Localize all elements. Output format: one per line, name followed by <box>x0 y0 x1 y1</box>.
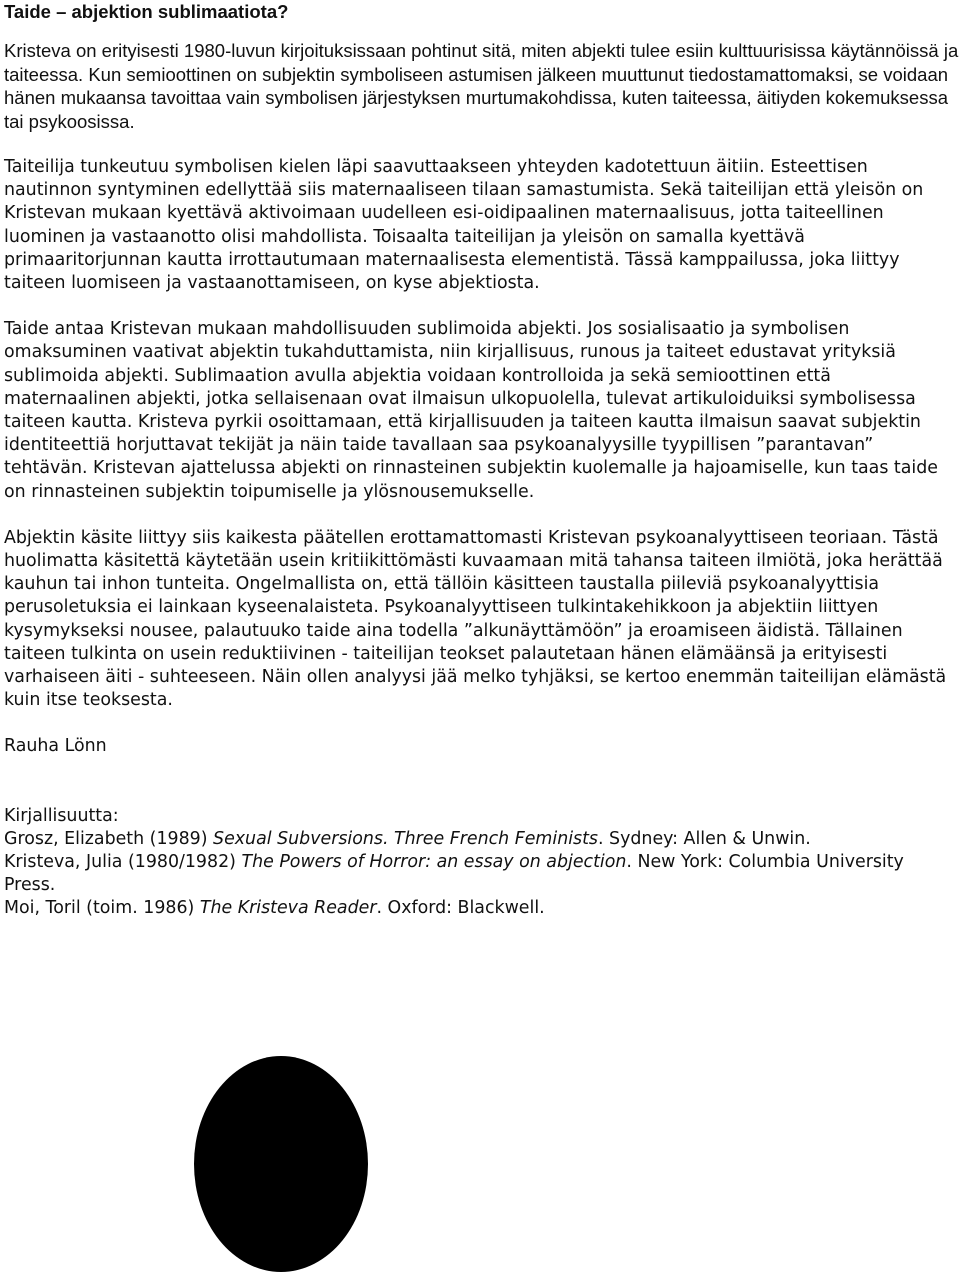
spacer <box>4 712 960 735</box>
reference-item <box>4 851 960 897</box>
reference-item <box>4 828 960 851</box>
body-paragraph-3: Abjektin käsite liittyy siis kaikesta päätellen erottamattomasti Kristevan psykoanalyyttiseen teoriaan. Tästä huolimatta käsitettä käytetään usein kritiikittömästi kuvaamaan mitä tahansa taiteen ilmiötä, joka herättää kauhun tai inhon tunteita. Ongelmallista on, että tällöin käsitteen taustalla piileviä psykoanalyyttisia perusoletuksia ei lainkaan kyseenalaisteta. Psykoanalyyttiseen tulkintakehikkoon ja abjektiin liittyen kysymykseksi nousee, palautuuko taide aina todella ”alkunäyttämöön” ja eroamiseen äidistä. Tällainen taiteen tulkinta on usein reduktiivinen - taiteilijan teokset palautetaan hänen elämäänsä ja erityisesti varhaiseen äiti - suhteeseen. Näin ollen analyysi jää melko tyhjäksi, se kertoo enemmän taiteilijan elämästä kuin itse teoksesta. <box>4 527 947 711</box>
page-title: Taide – abjektion sublimaatiota? <box>4 1 289 22</box>
reference-author: Kristeva, Julia (1980/1982) <box>4 852 242 873</box>
reference-title: The Kristeva Reader <box>199 898 377 919</box>
reference-publisher: . Sydney: Allen & Unwin. <box>598 828 811 849</box>
spacer <box>4 133 960 156</box>
spacer <box>4 504 960 527</box>
reference-publisher: . Oxford: Blackwell. <box>376 898 545 919</box>
references-heading: Kirjallisuutta: <box>4 805 119 826</box>
black-ellipse-image <box>194 1056 368 1272</box>
intro-paragraph: Kristeva on erityisesti 1980-luvun kirjoituksissaan pohtinut sitä, miten abjekti tulee esiin kulttuurisissa käytännöissä ja taiteessa. Kun semioottinen on subjektin symboliseen astumisen jälkeen muuttunut tiedostamattomaksi, se voidaan hänen mukaansa tavoittaa vain symbolisen järjestyksen murtumakohdissa, kuten taiteessa, äitiyden kokemuksessa tai psykoosissa. <box>4 40 959 132</box>
reference-author: Moi, Toril (toim. 1986) <box>4 898 200 919</box>
reference-item <box>4 897 960 920</box>
reference-title: The Powers of Horror: an essay on abjection <box>241 852 627 873</box>
body-paragraph-1: Taiteilija tunkeutuu symbolisen kielen läpi saavuttaakseen yhteyden kadotettuun äitiin. Esteettisen nautinnon syntyminen edellyttää siis maternaaliseen tilaan samastumista. Sekä taiteilijan että yleisön on Kristevan mukaan kyettävä aktivoimaan uudelleen esi-oidipaalinen maternaalisuus, jotta taiteellinen luominen ja vastaanotto olisi mahdollista. Toisaalta taiteilijan ja yleisön on samalla kyettävä primaaritorjunnan kautta irrottautumaan maternaalisesta elementistä. Tässä kamppailussa, joka liittyy taiteen luomiseen ja vastaanottamiseen, on kyse abjektiosta. <box>4 157 924 294</box>
spacer <box>4 295 960 318</box>
reference-author: Grosz, Elizabeth (1989) <box>4 828 214 849</box>
document-page <box>4 0 960 921</box>
reference-publisher: . New York: Columbia University Press. <box>4 852 904 896</box>
author-signature: Rauha Lönn <box>4 736 107 757</box>
body-paragraph-2: Taide antaa Kristevan mukaan mahdollisuuden sublimoida abjekti. Jos sosialisaatio ja symbolisen omaksuminen vaativat abjektin tukahduttamista, niin kirjallisuus, runous ja taiteet edustavat yrityksiä sublimoida abjekti. Sublimaation avulla abjektia voidaan kontrolloida ja sekä semioottinen että maternaalinen abjekti, jotka sellaisenaan ovat ilmaisun ulkopuolella, tulevat artikuloiduiksi symbolisessa taiteen kautta. Kristeva pyrkii osoittamaan, että kirjallisuuden ja taiteen kautta ilmaisun saavat subjektin identiteettiä horjuttavat tekijät ja näin taide tavallaan saa psykoanalyysille tyypillisen ”parantavan” tehtävän. Kristevan ajattelussa abjekti on rinnasteinen subjektin kuolemalle ja hajoamiselle, kun taas taide on rinnasteinen subjektin toipumiselle ja ylösnousemukselle. <box>4 319 938 502</box>
spacer <box>4 759 960 805</box>
reference-title: Sexual Subversions. Three French Feminists <box>213 828 598 849</box>
